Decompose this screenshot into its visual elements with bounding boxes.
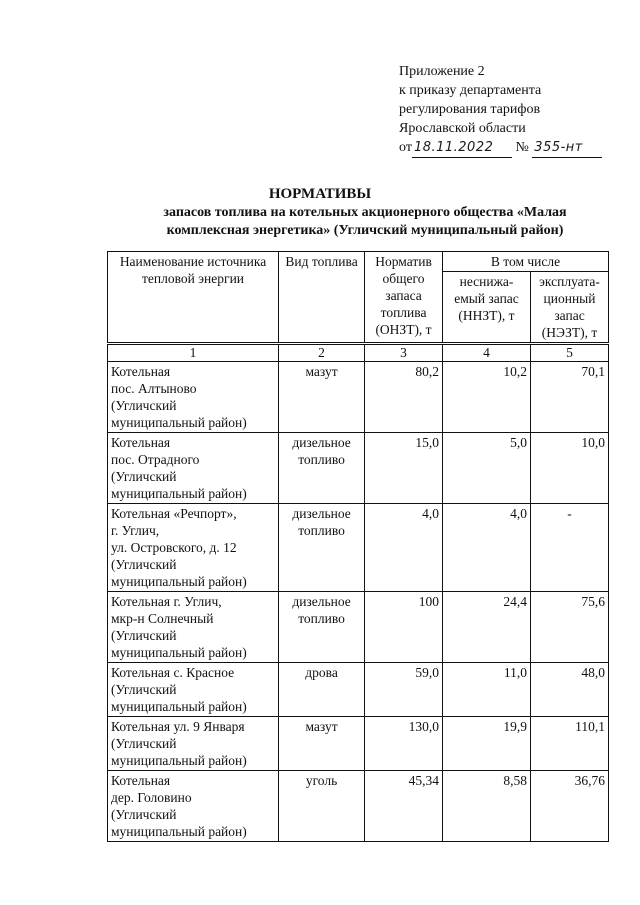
boiler-name-line: Котельная с. Красное <box>111 665 235 680</box>
onzt-cell: 59,0 <box>365 663 443 717</box>
fuel-type-line: мазут <box>305 364 338 379</box>
table-row <box>108 504 609 592</box>
header-name: Наименование источника тепловой энергии <box>108 252 279 344</box>
subtitle-line-1: запасов топлива на котельных акционерного общества «Малая <box>163 205 567 220</box>
fuel-type-cell <box>279 433 365 504</box>
nezt-cell: 48,0 <box>531 663 609 717</box>
boiler-name-line: муниципальный район) <box>111 574 247 589</box>
boiler-name-line: (Угличский <box>111 557 177 572</box>
boiler-name-line: (Угличский <box>111 736 177 751</box>
fuel-type-line: уголь <box>305 773 338 788</box>
boiler-name-cell <box>108 663 279 717</box>
number-label: № <box>515 140 529 155</box>
boiler-name-cell <box>108 504 279 592</box>
header-including: В том числе <box>442 252 608 272</box>
boiler-name-line: ул. Островского, д. 12 <box>111 540 237 555</box>
from-label: от <box>399 140 412 155</box>
appendix-line-4: Ярославской области <box>399 121 526 136</box>
document-subtitle <box>130 204 600 240</box>
nnzt-cell: 4,0 <box>442 504 530 592</box>
norms-table-body <box>108 344 609 842</box>
boiler-name-line: (Угличский <box>111 469 177 484</box>
appendix-line-2: к приказу департамента <box>399 83 542 98</box>
onzt-cell: 45,34 <box>365 771 443 842</box>
fuel-type-line: дизельное <box>292 506 351 521</box>
fuel-type-cell <box>279 362 365 433</box>
nezt-cell: 10,0 <box>531 433 609 504</box>
boiler-name-line: Котельная ул. 9 Января <box>111 719 245 734</box>
fuel-type-cell <box>279 771 365 842</box>
header-onzt: Норматив общего запаса топлива (ОНЗТ), т <box>365 252 443 344</box>
appendix-line-3: регулирования тарифов <box>399 102 541 117</box>
column-index: 1 <box>108 344 279 362</box>
order-date: 18.11.2022 <box>412 138 512 158</box>
boiler-name-line: (Угличский <box>111 682 177 697</box>
subtitle-line-2: комплексная энергетика» (Угличский муниципальный район) <box>166 223 564 238</box>
boiler-name-line: Котельная «Речпорт», <box>111 506 237 521</box>
boiler-name-line: (Угличский <box>111 398 177 413</box>
column-index: 4 <box>442 344 530 362</box>
fuel-type-cell <box>279 717 365 771</box>
document-title: НОРМАТИВЫ <box>268 186 372 202</box>
boiler-name-line: муниципальный район) <box>111 415 247 430</box>
table-row <box>108 717 609 771</box>
boiler-name-cell <box>108 717 279 771</box>
boiler-name-line: г. Углич, <box>111 523 160 538</box>
fuel-type-line: топливо <box>298 523 345 538</box>
nnzt-cell: 8,58 <box>442 771 530 842</box>
fuel-type-line: мазут <box>305 719 338 734</box>
column-index-row <box>108 344 609 362</box>
nnzt-cell: 19,9 <box>442 717 530 771</box>
column-index: 3 <box>365 344 443 362</box>
fuel-type-line: дрова <box>305 665 338 680</box>
boiler-name-line: мкр-н Солнечный <box>111 611 214 626</box>
header-nezt: эксплуата-ционный запас (НЭЗТ), т <box>531 272 609 344</box>
boiler-name-line: дер. Головино <box>111 790 192 805</box>
nnzt-cell: 24,4 <box>442 592 530 663</box>
nezt-cell: - <box>531 504 609 592</box>
nezt-cell: 70,1 <box>531 362 609 433</box>
boiler-name-line: (Угличский <box>111 628 177 643</box>
boiler-name-line: Котельная <box>111 364 171 379</box>
boiler-name-line: (Угличский <box>111 807 177 822</box>
table-row <box>108 433 609 504</box>
header-row <box>108 252 609 272</box>
order-date-number-line <box>399 138 602 158</box>
nezt-cell: 75,6 <box>531 592 609 663</box>
boiler-name-line: Котельная <box>111 435 171 450</box>
boiler-name-cell <box>108 771 279 842</box>
appendix-block <box>399 62 602 158</box>
fuel-type-cell <box>279 592 365 663</box>
onzt-cell: 100 <box>365 592 443 663</box>
onzt-cell: 80,2 <box>365 362 443 433</box>
boiler-name-line: муниципальный район) <box>111 486 247 501</box>
boiler-name-cell <box>108 592 279 663</box>
fuel-type-cell <box>279 663 365 717</box>
header-nnzt: неснижа-емый запас (ННЗТ), т <box>442 272 530 344</box>
nezt-cell: 36,76 <box>531 771 609 842</box>
boiler-name-line: муниципальный район) <box>111 753 247 768</box>
boiler-name-cell <box>108 362 279 433</box>
onzt-cell: 4,0 <box>365 504 443 592</box>
appendix-line-1: Приложение 2 <box>399 64 485 79</box>
column-index: 5 <box>531 344 609 362</box>
order-number: 355-нт <box>532 138 602 158</box>
boiler-name-line: муниципальный район) <box>111 824 247 839</box>
boiler-name-line: пос. Отрадного <box>111 452 200 467</box>
table-row <box>108 771 609 842</box>
boiler-name-line: муниципальный район) <box>111 699 247 714</box>
nnzt-cell: 11,0 <box>442 663 530 717</box>
boiler-name-line: Котельная <box>111 773 171 788</box>
boiler-name-line: Котельная г. Углич, <box>111 594 222 609</box>
table-row <box>108 362 609 433</box>
boiler-name-line: пос. Алтыново <box>111 381 197 396</box>
boiler-name-cell <box>108 433 279 504</box>
table-row <box>108 663 609 717</box>
fuel-type-cell <box>279 504 365 592</box>
boiler-name-line: муниципальный район) <box>111 645 247 660</box>
nnzt-cell: 10,2 <box>442 362 530 433</box>
table-row <box>108 592 609 663</box>
onzt-cell: 15,0 <box>365 433 443 504</box>
fuel-type-line: топливо <box>298 452 345 467</box>
fuel-type-line: дизельное <box>292 435 351 450</box>
fuel-type-line: дизельное <box>292 594 351 609</box>
onzt-cell: 130,0 <box>365 717 443 771</box>
norms-table <box>107 251 609 842</box>
nezt-cell: 110,1 <box>531 717 609 771</box>
column-index: 2 <box>279 344 365 362</box>
fuel-type-line: топливо <box>298 611 345 626</box>
header-fuel: Вид топлива <box>279 252 365 344</box>
nnzt-cell: 5,0 <box>442 433 530 504</box>
